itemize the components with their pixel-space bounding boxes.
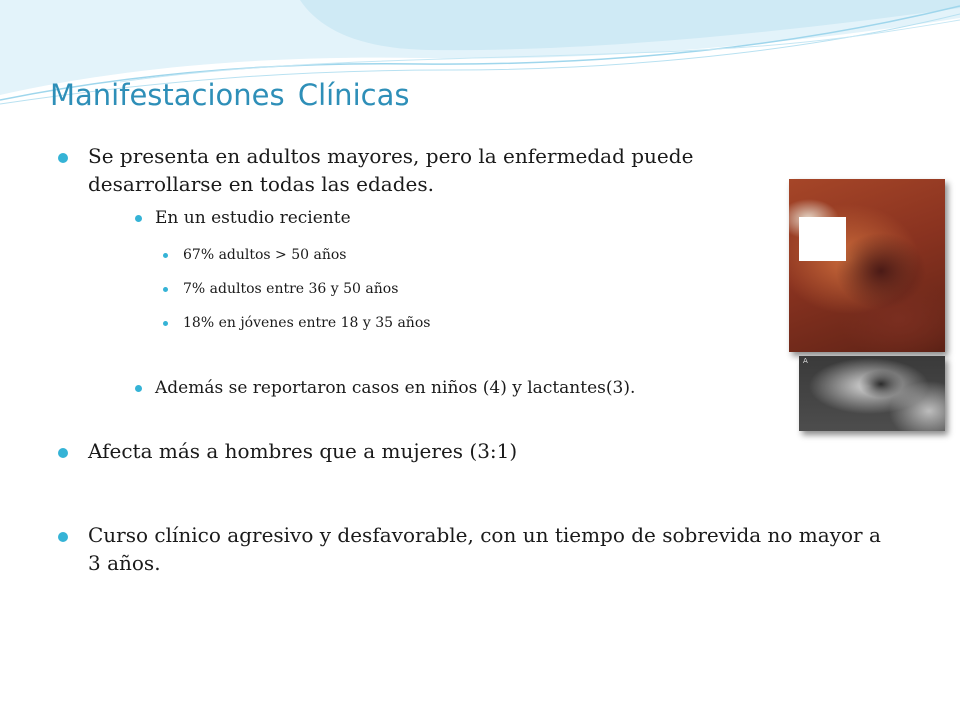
bullet-dot [163, 321, 168, 326]
bullet-children-cases: Además se reportaron casos en niños (4) y lactantes(3). [155, 378, 636, 398]
stat-adults-36-50: 7% adultos entre 36 y 50 años [183, 281, 399, 297]
privacy-cover [799, 217, 846, 261]
bullet-sex-ratio: Afecta más a hombres que a mujeres (3:1) [88, 439, 518, 463]
bullet-dot [163, 287, 168, 292]
photo-panel-label: A [803, 357, 808, 365]
stat-adults-over-50: 67% adultos > 50 años [183, 247, 347, 263]
clinical-photo-face [789, 179, 945, 352]
bullet-dot [135, 215, 142, 222]
bullet-recent-study: En un estudio reciente [155, 208, 351, 228]
stat-young-18-35: 18% en jóvenes entre 18 y 35 años [183, 315, 431, 331]
slide-title: Manifestaciones Clínicas [50, 78, 410, 112]
bullet-dot [135, 385, 142, 392]
clinical-photo-hand [799, 356, 945, 431]
bullet-dot [58, 532, 68, 542]
bullet-dot [163, 253, 168, 258]
bullet-clinical-course: Curso clínico agresivo y desfavorable, con un tiempo de sobrevida no mayor a 3 años. [88, 523, 881, 575]
bullet-presentation-age: Se presenta en adultos mayores, pero la enfermedad puede desarrollarse en todas las edades. [88, 144, 694, 196]
bullet-dot [58, 153, 68, 163]
bullet-dot [58, 448, 68, 458]
